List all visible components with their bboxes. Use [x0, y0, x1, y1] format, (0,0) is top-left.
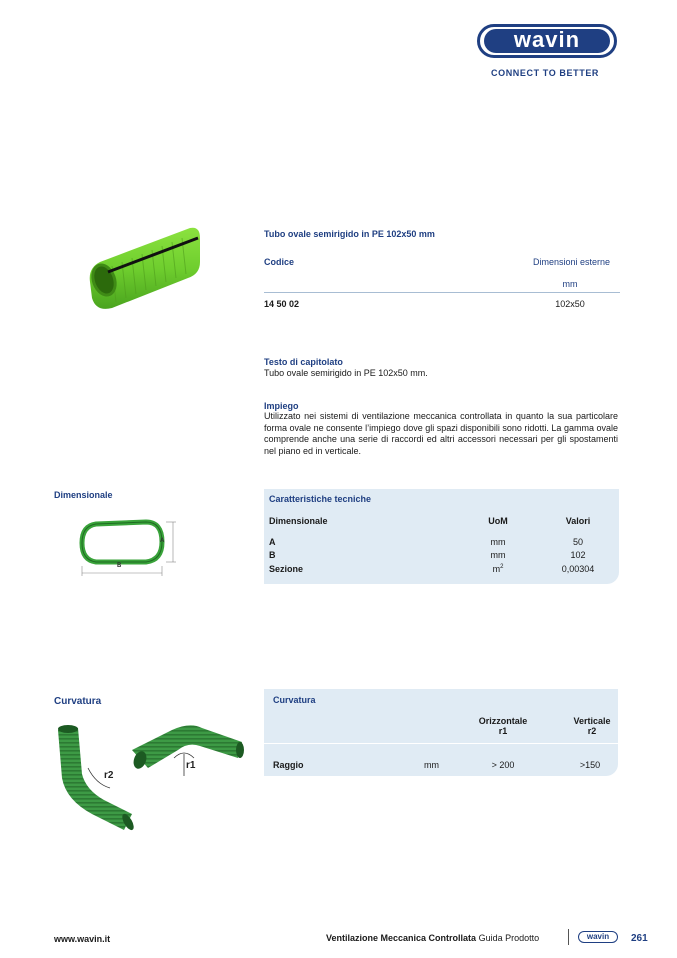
- row-a-value: 50: [572, 537, 583, 547]
- radius-label-r2: r2: [104, 770, 114, 781]
- radius-label-r1: r1: [186, 760, 196, 771]
- logo-text: wavin: [513, 26, 581, 52]
- dimension-label-a: A: [160, 538, 165, 544]
- col-verticale-symbol: r2: [587, 726, 597, 736]
- row-a-name: A: [269, 537, 276, 547]
- tech-specs-panel: [264, 489, 619, 584]
- product-dimension: 102x50: [555, 299, 585, 309]
- oval-section-drawing: [74, 518, 184, 580]
- row-sezione-uom-base: m: [492, 564, 501, 574]
- row-sezione-uom-exp: 2: [500, 564, 504, 570]
- curvatura-panel: [264, 689, 618, 776]
- tagline: CONNECT TO BETTER: [491, 68, 600, 78]
- footer-title-text: Ventilazione Meccanica Controllata: [326, 933, 477, 943]
- raggio-label: Raggio: [273, 760, 304, 770]
- col-valori: Valori: [565, 516, 591, 526]
- page-number: 261: [631, 933, 648, 944]
- product-code: 14 50 02: [264, 299, 300, 309]
- raggio-verticale: >150: [579, 760, 601, 770]
- impiego-heading: Impiego: [264, 401, 299, 411]
- tech-specs-title: Caratteristiche tecniche: [269, 494, 372, 504]
- footer-url[interactable]: www.wavin.it: [54, 934, 111, 944]
- col-orizzontale-label: Orizzontale: [478, 716, 528, 726]
- col-uom: UoM: [488, 516, 508, 526]
- table-divider: [264, 292, 620, 293]
- product-title: Tubo ovale semirigido in PE 102x50 mm: [264, 229, 435, 239]
- testo-heading: Testo di capitolato: [264, 357, 343, 367]
- col-verticale: [562, 716, 622, 736]
- row-b-uom: mm: [490, 550, 506, 560]
- wavin-logo: [477, 24, 617, 58]
- footer-logo-text: wavin: [586, 932, 610, 941]
- testo-text: Tubo ovale semirigido in PE 102x50 mm.: [264, 368, 428, 378]
- raggio-unit: mm: [424, 760, 439, 770]
- curved-pipe-photos: [52, 718, 244, 836]
- unit-header: mm: [562, 279, 578, 289]
- curvatura-label: Curvatura: [54, 696, 102, 707]
- footer-divider: [568, 929, 569, 945]
- row-sezione-value: 0,00304: [561, 564, 595, 574]
- col-orizzontale: [468, 716, 538, 736]
- dimensionale-label: Dimensionale: [54, 490, 113, 500]
- curvatura-panel-title: Curvatura: [273, 695, 316, 705]
- row-b-value: 102: [570, 550, 586, 560]
- footer-title: [326, 933, 539, 943]
- footer-subtitle: Guida Prodotto: [478, 933, 540, 943]
- code-header: Codice: [264, 257, 295, 267]
- oval-pipe-photo: [82, 222, 202, 314]
- curvatura-divider: [264, 743, 618, 744]
- row-a-uom: mm: [490, 537, 506, 547]
- col-verticale-label: Verticale: [573, 716, 611, 726]
- dimensions-header: Dimensioni esterne: [532, 257, 610, 267]
- dimension-label-b: B: [117, 563, 122, 569]
- row-b-name: B: [269, 550, 276, 560]
- col-orizzontale-symbol: r1: [498, 726, 508, 736]
- col-dimensionale: Dimensionale: [269, 516, 328, 526]
- row-sezione-name: Sezione: [269, 564, 304, 574]
- footer-wavin-logo: [578, 931, 618, 943]
- row-sezione-uom: [468, 564, 528, 574]
- raggio-orizzontale: > 200: [491, 760, 515, 770]
- impiego-text: Utilizzato nei sistemi di ventilazione meccanica controllata in quanto la sua particolare forma ovale ne consente l’impiego dove gli spazi disponibili sono ridotti. La gamma ovale comprende anche una serie di raccordi ed altri accessori necessari per gli spostamenti nel piano ed in verticale.: [264, 411, 618, 456]
